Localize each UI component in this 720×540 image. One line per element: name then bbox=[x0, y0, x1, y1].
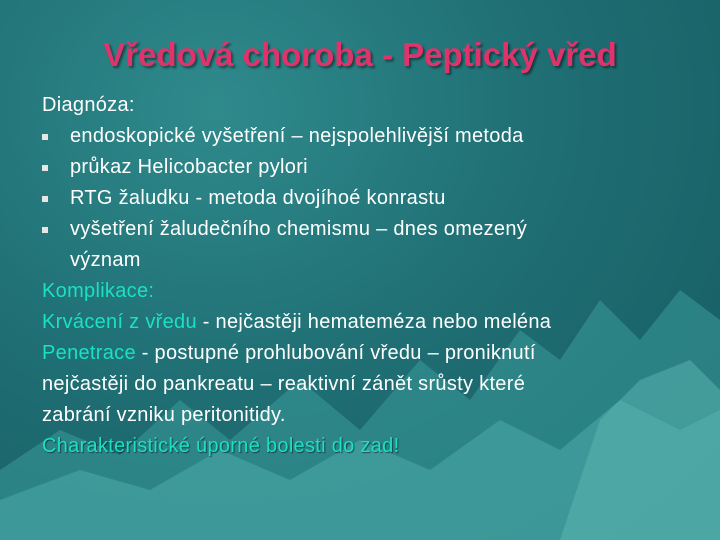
square-bullet-icon bbox=[42, 165, 48, 171]
complications-heading: Komplikace: bbox=[42, 280, 155, 302]
square-bullet-icon bbox=[42, 196, 48, 202]
diagnosis-heading: Diagnóza: bbox=[42, 94, 135, 116]
slide-title: Vředová choroba - Peptický vřed bbox=[103, 36, 617, 73]
diagnosis-list bbox=[42, 121, 682, 245]
penetration-text: - postupné prohlubování vředu – proniknutí bbox=[135, 342, 536, 364]
bleeding-text: - nejčastěji hemateméza nebo meléna bbox=[196, 311, 552, 333]
list-item bbox=[42, 214, 682, 245]
slide-content bbox=[42, 90, 682, 462]
square-bullet-icon bbox=[42, 227, 48, 233]
penetration-line bbox=[42, 338, 682, 369]
diagnosis-item-text: průkaz Helicobacter pylori bbox=[70, 156, 308, 178]
list-item bbox=[42, 183, 682, 214]
bleeding-line bbox=[42, 307, 682, 338]
diagnosis-item-continuation: význam bbox=[70, 249, 141, 271]
list-item bbox=[42, 152, 682, 183]
penetration-line-3: zabrání vzniku peritonitidy. bbox=[42, 404, 286, 426]
list-item bbox=[42, 121, 682, 152]
bleeding-term: Krvácení z vředu bbox=[42, 311, 197, 333]
penetration-line-2: nejčastěji do pankreatu – reaktivní zánět srůsty které bbox=[42, 373, 526, 395]
diagnosis-item-text: RTG žaludku - metoda dvojíhoé konrastu bbox=[70, 187, 446, 209]
penetration-note: Charakteristické úporné bolesti do zad! bbox=[42, 435, 400, 457]
square-bullet-icon bbox=[42, 134, 48, 140]
penetration-term: Penetrace bbox=[42, 342, 136, 364]
diagnosis-item-text: vyšetření žaludečního chemismu – dnes omezený bbox=[70, 218, 528, 240]
diagnosis-item-text: endoskopické vyšetření – nejspolehlivější metoda bbox=[70, 125, 524, 147]
